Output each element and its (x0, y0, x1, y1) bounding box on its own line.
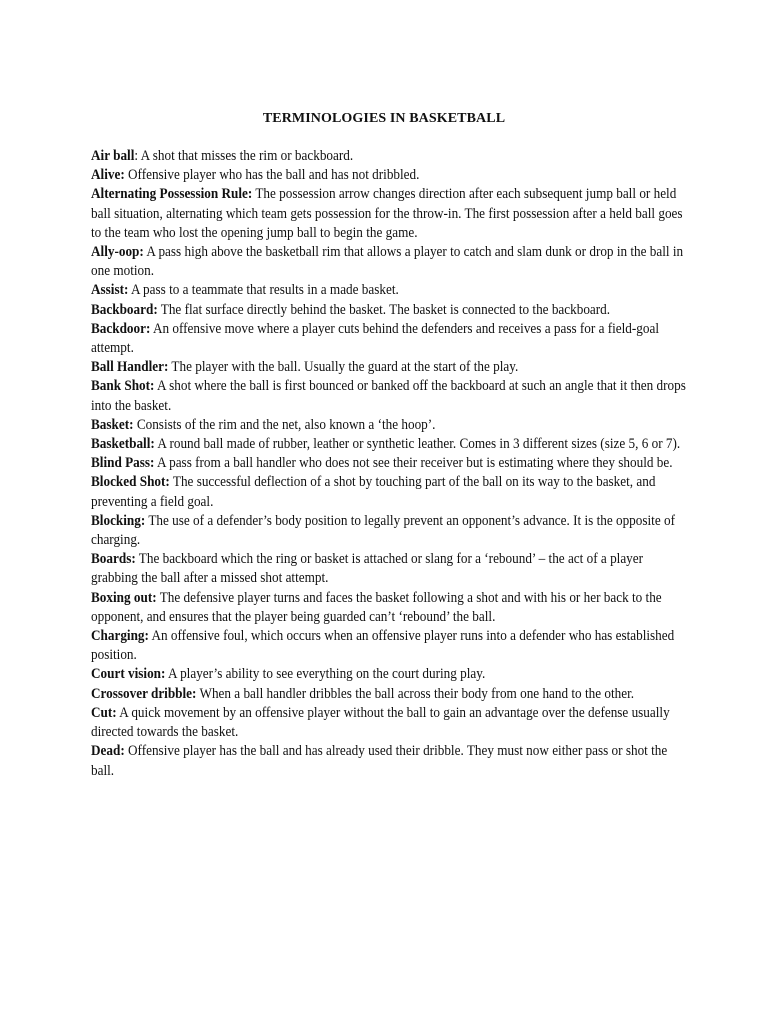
glossary-definition: The successful deflection of a shot by touching part of the ball on its way to the basket, and preventing a field goal. (91, 474, 656, 510)
glossary-term: Crossover dribble: (91, 685, 197, 702)
glossary-definition: A shot that misses the rim or backboard. (140, 148, 354, 164)
glossary-term: Backdoor: (91, 320, 151, 337)
glossary-term: Blind Pass: (91, 455, 155, 472)
glossary-definition: A quick movement by an offensive player without the ball to gain an advantage over the defense usually directed towards the basket. (91, 704, 670, 741)
glossary-term: Alternating Possession Rule: (91, 186, 253, 203)
glossary-term: Cut: (91, 704, 117, 721)
document-title: TERMINOLOGIES IN BASKETBALL (262, 111, 506, 126)
glossary-term: Dead: (91, 743, 125, 760)
glossary-definition: A pass high above the basketball rim that allows a player to catch and slam dunk or drop in the ball in one motion. (91, 244, 684, 280)
glossary-definition: A player’s ability to see everything on the court during play. (167, 666, 486, 683)
glossary-definition: A round ball made of rubber, leather or synthetic leather. Comes in 3 different sizes (size 5, 6 or 7). (157, 436, 681, 453)
glossary-entry (91, 281, 687, 300)
glossary-definition: The player with the ball. Usually the guard at the start of the play. (171, 359, 519, 376)
term-separator: : (134, 148, 141, 164)
glossary-entry (91, 243, 687, 281)
glossary-definition: The flat surface directly behind the basket. The basket is connected to the backboard. (160, 301, 611, 318)
glossary-entry (91, 301, 687, 320)
glossary-entry (91, 454, 687, 473)
glossary-entry (91, 435, 687, 454)
glossary-definition: The use of a defender’s body position to legally prevent an opponent’s advance. It is the opposite of charging. (91, 512, 675, 549)
glossary-entry (91, 550, 687, 588)
glossary-entry (91, 685, 687, 704)
glossary-term: Court vision: (91, 666, 166, 683)
glossary-list (91, 147, 687, 781)
glossary-entry (91, 416, 687, 435)
glossary-term: Ball Handler: (91, 359, 169, 376)
glossary-entry (91, 320, 687, 358)
glossary-entry (91, 627, 687, 665)
glossary-term: Boards: (91, 551, 136, 568)
glossary-entry (91, 147, 687, 166)
glossary-term: Alive: (91, 167, 125, 184)
glossary-definition: Offensive player who has the ball and has not dribbled. (128, 167, 420, 184)
glossary-definition: The possession arrow changes direction after each subsequent jump ball or held ball situation, alternating which team gets possession for the throw-in. The first possession after a held ball goes to the team who lost the opening jump ball to begin the game. (91, 186, 683, 241)
glossary-entry (91, 473, 687, 511)
glossary-definition: Offensive player has the ball and has already used their dribble. They must now either pass or shot the ball. (91, 743, 668, 779)
glossary-entry (91, 665, 687, 684)
glossary-entry (91, 358, 687, 377)
glossary-term: Boxing out: (91, 589, 157, 606)
glossary-definition: An offensive move where a player cuts behind the defenders and receives a pass for a field-goal attempt. (91, 320, 660, 357)
glossary-term: Ally-oop: (91, 244, 144, 261)
glossary-term: Charging: (91, 628, 149, 645)
glossary-entry (91, 512, 687, 550)
glossary-definition: An offensive foul, which occurs when an offensive player runs into a defender who has established position. (91, 628, 675, 664)
glossary-entry (91, 166, 687, 185)
glossary-definition: A pass to a teammate that results in a made basket. (130, 282, 399, 299)
glossary-definition: The backboard which the ring or basket is attached or slang for a ‘rebound’ – the act of a player grabbing the ball after a missed shot attempt. (91, 551, 644, 587)
glossary-term: Basket: (91, 416, 134, 433)
glossary-term: Basketball: (91, 436, 155, 453)
glossary-entry (91, 589, 687, 627)
glossary-entry (91, 185, 687, 243)
glossary-definition: The defensive player turns and faces the basket following a shot and with his or her back to the opponent, and ensures that the player being guarded can’t ‘rebound’ the ball. (91, 589, 662, 625)
glossary-definition: A pass from a ball handler who does not see their receiver but is estimating where they should be. (157, 455, 673, 472)
glossary-term: Blocked Shot: (91, 474, 170, 491)
glossary-entry (91, 704, 687, 742)
glossary-term: Blocking: (91, 512, 146, 529)
glossary-entry (91, 742, 687, 780)
glossary-term: Air ball (91, 148, 135, 164)
glossary-entry (91, 377, 687, 415)
glossary-term: Backboard: (91, 301, 158, 318)
glossary-term: Assist: (91, 282, 129, 299)
glossary-definition: Consists of the rim and the net, also known a ‘the hoop’. (136, 416, 436, 433)
glossary-definition: When a ball handler dribbles the ball across their body from one hand to the other. (199, 685, 635, 702)
glossary-definition: A shot where the ball is first bounced or banked off the backboard at such an angle that it then drops into the basket. (91, 378, 686, 414)
glossary-term: Bank Shot: (91, 378, 155, 395)
